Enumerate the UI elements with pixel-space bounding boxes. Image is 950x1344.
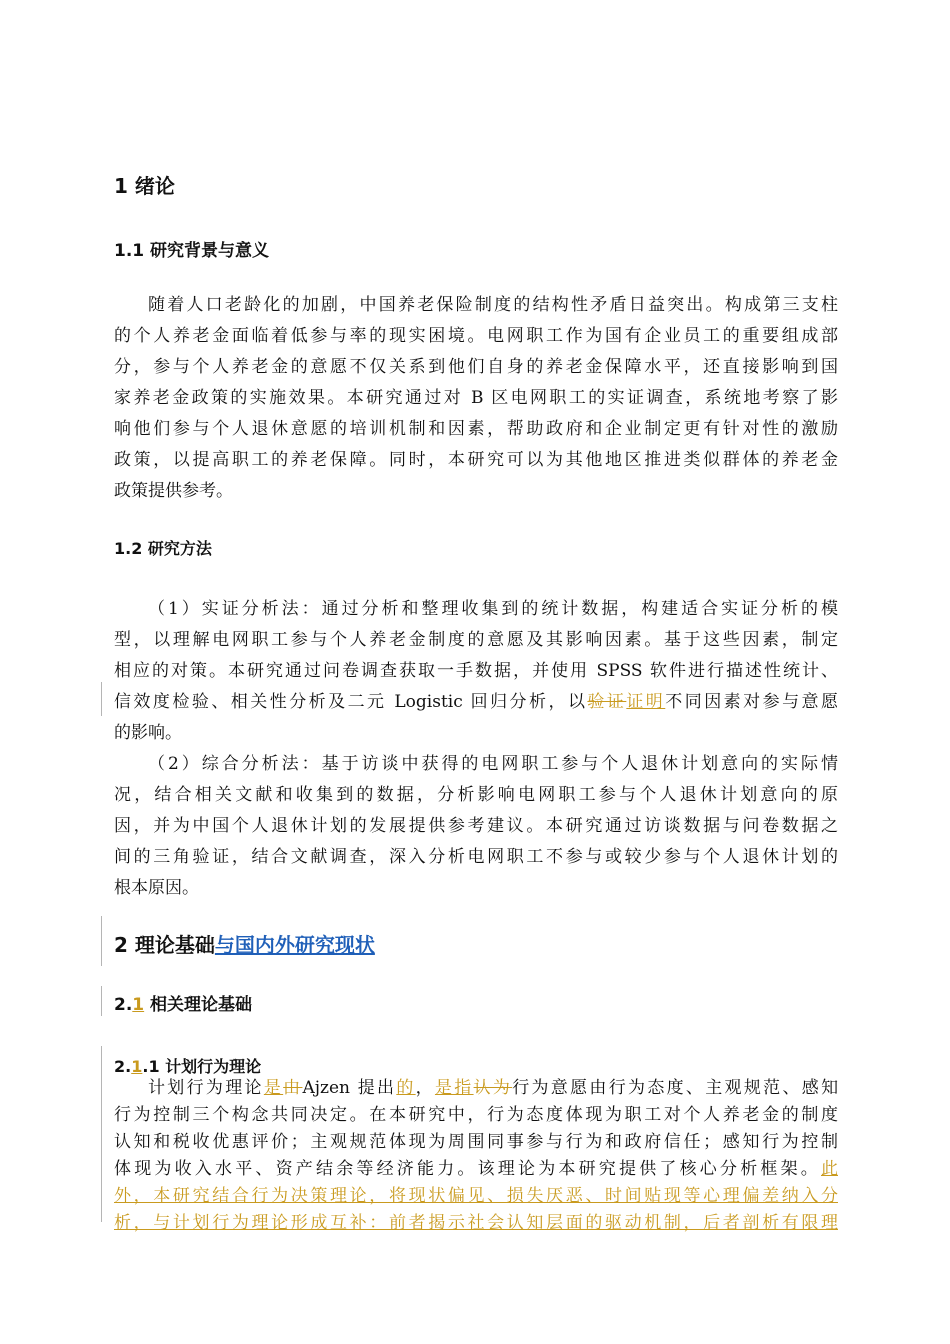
heading-section-1: 1 绪论 — [114, 174, 175, 198]
text-line: 响他们参与个人退休意愿的培训机制和因素，帮助政府和企业制定更有针对性的激励 — [114, 419, 838, 439]
text-line-revised — [114, 1156, 838, 1183]
change-bar — [101, 916, 102, 966]
text-line-revised — [114, 1075, 838, 1102]
inserted-text: 1 — [131, 1057, 143, 1076]
paragraph-background — [114, 290, 838, 507]
text-run: 不同因素对参与意愿 — [665, 692, 839, 712]
paragraph-method-2 — [114, 749, 838, 904]
change-bar — [101, 986, 102, 1016]
text-line-revised — [114, 687, 838, 718]
heading-text: 2. — [114, 995, 133, 1015]
deleted-text: 验证 — [587, 692, 627, 712]
inserted-text: 的 — [396, 1078, 416, 1098]
heading-text: 2. — [114, 1057, 132, 1076]
change-bar — [101, 1046, 102, 1222]
text-line: 政策提供参考。 — [114, 481, 233, 501]
change-bar — [101, 682, 102, 716]
heading-text: .1 计划行为理论 — [142, 1057, 262, 1076]
deleted-text: 认为 — [473, 1078, 513, 1098]
text-line: 的个人养老金面临着低参与率的现实困境。电网职工作为国有企业员工的重要组成部 — [114, 326, 838, 346]
text-line: 况，结合相关文献和收集到的数据，分析影响电网职工参与个人退休计划意向的原 — [114, 785, 838, 805]
inserted-line: 析，与计划行为理论形成互补：前者揭示社会认知层面的驱动机制，后者剖析有限理 — [114, 1213, 838, 1233]
heading-section-2-1 — [114, 990, 252, 1015]
heading-section-1-1: 1.1 研究背景与意义 — [114, 241, 270, 261]
text-line: 随着人口老龄化的加剧，中国养老保险制度的结构性矛盾日益突出。构成第三支柱 — [148, 295, 838, 315]
heading-section-2-1-1 — [114, 1054, 261, 1077]
text-line: 行为控制三个构念共同决定。在本研究中，行为态度体现为职工对个人养老金的制度 — [114, 1105, 838, 1125]
text-line: 因，并为中国个人退休计划的发展提供参考建议。本研究通过访谈数据与问卷数据之 — [114, 816, 838, 836]
text-line: 家养老金政策的实施效果。本研究通过对 B 区电网职工的实证调查，系统地考察了影 — [114, 388, 838, 408]
inserted-text: 1 — [132, 995, 145, 1015]
text-run: ， — [415, 1078, 435, 1098]
text-line: 根本原因。 — [114, 878, 199, 898]
text-line: 认知和税收优惠评价；主观规范体现为周围同事参与行为和政府信任；感知行为控制 — [114, 1132, 838, 1152]
text-line: 政策，以提高职工的养老保障。同时，本研究可以为其他地区推进类似群体的养老金 — [114, 450, 838, 470]
deleted-text: 由 — [283, 1078, 303, 1098]
text-line: 相应的对策。本研究通过问卷调查获取一手数据，并使用 SPSS 软件进行描述性统计、 — [114, 661, 838, 681]
text-line: （1）实证分析法：通过分析和整理收集到的统计数据，构建适合实证分析的模 — [148, 599, 838, 619]
inserted-text: 此 — [821, 1159, 838, 1179]
paragraph-method-1 — [114, 594, 838, 749]
text-line: 分，参与个人养老金的意愿不仅关系到他们自身的养老金保障水平，还直接影响到国 — [114, 357, 838, 377]
heading-link[interactable]: 与国内外研究现状 — [214, 933, 375, 957]
text-run: 体现为收入水平、资产结余等经济能力。该理论为本研究提供了核心分析框架。 — [114, 1159, 821, 1179]
text-run: 行为意愿由行为态度、主观规范、感知 — [512, 1078, 839, 1098]
inserted-text: 证明 — [626, 692, 666, 712]
heading-section-2 — [114, 929, 375, 958]
text-run: Ajzen 提出 — [302, 1078, 397, 1098]
heading-section-1-2: 1.2 研究方法 — [114, 539, 212, 558]
inserted-text: 是 — [263, 1078, 284, 1098]
inserted-text: 是指 — [434, 1078, 474, 1098]
text-line: 间的三角验证，结合文献调查，深入分析电网职工不参与或较少参与个人退休计划的 — [114, 847, 838, 867]
text-line: （2）综合分析法：基于访谈中获得的电网职工参与个人退休计划意向的实际情 — [148, 754, 838, 774]
heading-text: 2 理论基础 — [114, 933, 215, 957]
paragraph-tpb — [114, 1075, 838, 1237]
heading-text: 相关理论基础 — [144, 995, 253, 1015]
text-line: 型，以理解电网职工参与个人养老金制度的意愿及其影响因素。基于这些因素，制定 — [114, 630, 838, 650]
text-line: 的影响。 — [114, 723, 182, 743]
text-run: 计划行为理论 — [148, 1078, 264, 1098]
inserted-line: 外，本研究结合行为决策理论，将现状偏见、损失厌恶、时间贴现等心理偏差纳入分 — [114, 1186, 838, 1206]
text-run: 信效度检验、相关性分析及二元 Logistic 回归分析，以 — [114, 692, 588, 712]
